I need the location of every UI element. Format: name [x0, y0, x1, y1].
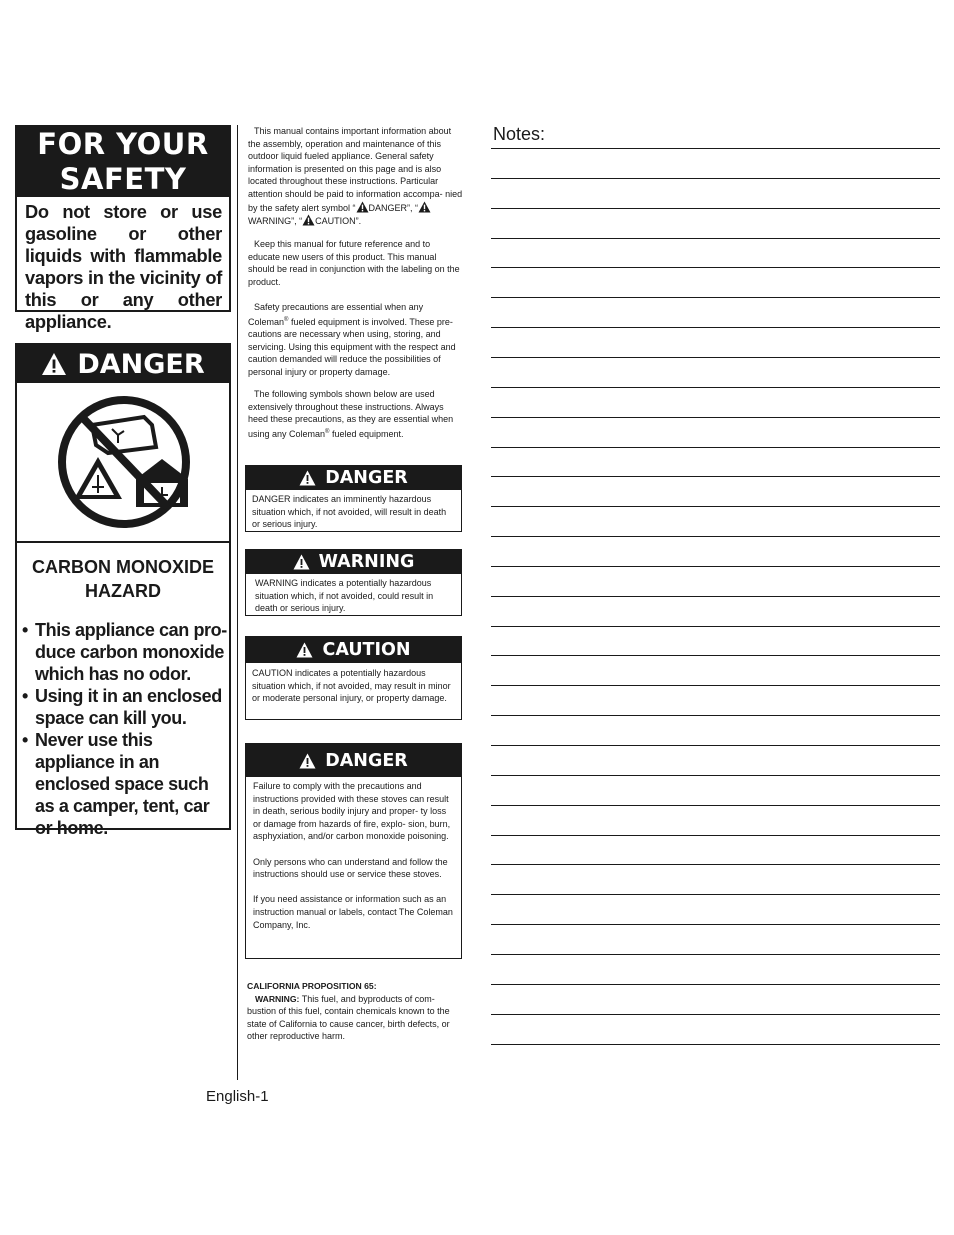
- intro-paragraph-2: Keep this manual for future reference and to educate new users of this product. This manual should be read in conjunction with the labeling on the product.: [248, 239, 460, 287]
- warning-label: WARNING: [318, 552, 415, 572]
- stove-danger-text: Failure to comply with the precautions and instructions provided with these stoves can result in death, serious bodily injury and proper- ty loss or damage from hazards of fire, explo- sion, burn, asphyxiation, and/or carbon monoxide poisoning. Only persons who can understand and follow the instructions should use or service these stoves. If you need assistance or information such as an instruction manual or labels, contact The Coleman Company, Inc.: [253, 781, 453, 930]
- note-line: [491, 208, 940, 209]
- warning-triangle-icon: [296, 642, 313, 658]
- intro-paragraph-1: This manual contains important information about the assembly, operation and maintenance of this outdoor liquid fueled appliance. General safety information is presented on this page and is also located throughout these instructions. Particular attention should be paid to information accompa- nied by the safety alert symbol “ DANGER”, “WARNING”, “ CAUTION”.: [248, 126, 463, 227]
- note-line: [491, 476, 940, 477]
- notes-label: Notes:: [493, 124, 546, 144]
- alert-triangle-icon: [302, 214, 315, 226]
- column-divider: [237, 125, 238, 1080]
- note-line: [491, 1044, 940, 1045]
- alert-triangle-icon: [356, 201, 369, 213]
- list-item: • Never use this appliance in an enclosed space such as a camper, tent, car or home.: [19, 729, 229, 839]
- intro-paragraph-4: The following symbols shown below are used extensively throughout these instructions. Always heed these precautions, as they are essential when using any Coleman® fueled equipment.: [248, 389, 454, 439]
- caution-label: CAUTION: [322, 640, 411, 660]
- note-line: [491, 715, 940, 716]
- note-line: [491, 626, 940, 627]
- note-line: [491, 655, 940, 656]
- warning-triangle-icon: [299, 753, 316, 769]
- danger-heading: DANGER: [17, 345, 229, 383]
- list-item: • This appliance can pro- duce carbon monoxide which has no odor.: [19, 619, 229, 685]
- note-line: [491, 297, 940, 298]
- page-number: English-1: [206, 1088, 269, 1105]
- caution-definition-text: CAUTION indicates a potentially hazardous situation which, if not avoided, may result in minor or moderate personal injury, or property damage.: [252, 668, 451, 704]
- note-line: [491, 864, 940, 865]
- note-line: [491, 148, 940, 149]
- note-line: [491, 894, 940, 895]
- note-line: [491, 506, 940, 507]
- note-line: [491, 417, 940, 418]
- note-line: [491, 924, 940, 925]
- hazard-list: [17, 619, 229, 839]
- note-line: [491, 805, 940, 806]
- danger-definition-box: [245, 465, 462, 532]
- warning-definition-text: WARNING indicates a potentially hazardous situation which, if not avoided, could result in death or serious injury.: [255, 578, 434, 614]
- note-line: [491, 327, 940, 328]
- note-line: [491, 267, 940, 268]
- alert-triangle-icon: [418, 201, 431, 213]
- hazard-title: CARBON MONOXIDE HAZARD: [31, 557, 214, 601]
- warning-triangle-icon: [41, 352, 67, 376]
- note-line: [491, 447, 940, 448]
- note-line: [491, 685, 940, 686]
- note-line: [491, 357, 940, 358]
- note-line: [491, 835, 940, 836]
- stove-danger-box: [245, 743, 462, 959]
- safety-warning-text: Do not store or use gasoline or other liquids with flammable vapors in the vicinity of this or any other appliance.: [25, 201, 222, 332]
- danger-definition-text: DANGER indicates an imminently hazardous situation which, if not avoided, will result in death or serious injury.: [252, 494, 447, 530]
- list-item: • Using it in an enclosed space can kill you.: [19, 685, 229, 729]
- warning-triangle-icon: [293, 554, 310, 570]
- note-line: [491, 178, 940, 179]
- prop65-heading: CALIFORNIA PROPOSITION 65:: [247, 981, 377, 991]
- note-line: [491, 775, 940, 776]
- california-prop65-notice: CALIFORNIA PROPOSITION 65: WARNING: This fuel, and byproducts of com- bustion of this fuel, contain chemicals known to the state of California to cause cancer, birth defects, or other reproductive harm.: [247, 981, 450, 1042]
- warning-definition-box: [245, 549, 462, 616]
- no-camper-tent-icon: [52, 395, 196, 529]
- note-line: [491, 954, 940, 955]
- danger-label: DANGER: [325, 750, 408, 771]
- safety-title: FOR YOUR SAFETY: [17, 127, 229, 197]
- note-line: [491, 1014, 940, 1015]
- note-line: [491, 745, 940, 746]
- note-line: [491, 596, 940, 597]
- warning-triangle-icon: [299, 470, 316, 486]
- intro-paragraph-3: Safety precautions are essential when any Coleman® fueled equipment is involved. These pre- cautions are necessary when using, storing, and servicing. Using this equipment with the respect and caution demanded will reduce the possibilities of personal injury or property damage.: [248, 302, 456, 377]
- note-line: [491, 387, 940, 388]
- note-line: [491, 566, 940, 567]
- danger-label: DANGER: [325, 468, 408, 488]
- note-line: [491, 536, 940, 537]
- note-line: [491, 238, 940, 239]
- caution-definition-box: [245, 636, 462, 720]
- no-indoor-use-pictogram: [17, 383, 229, 543]
- note-line: [491, 984, 940, 985]
- for-your-safety-box: [15, 125, 231, 332]
- prop65-warning-label: WARNING:: [255, 993, 300, 1004]
- carbon-monoxide-danger-box: [15, 343, 231, 838]
